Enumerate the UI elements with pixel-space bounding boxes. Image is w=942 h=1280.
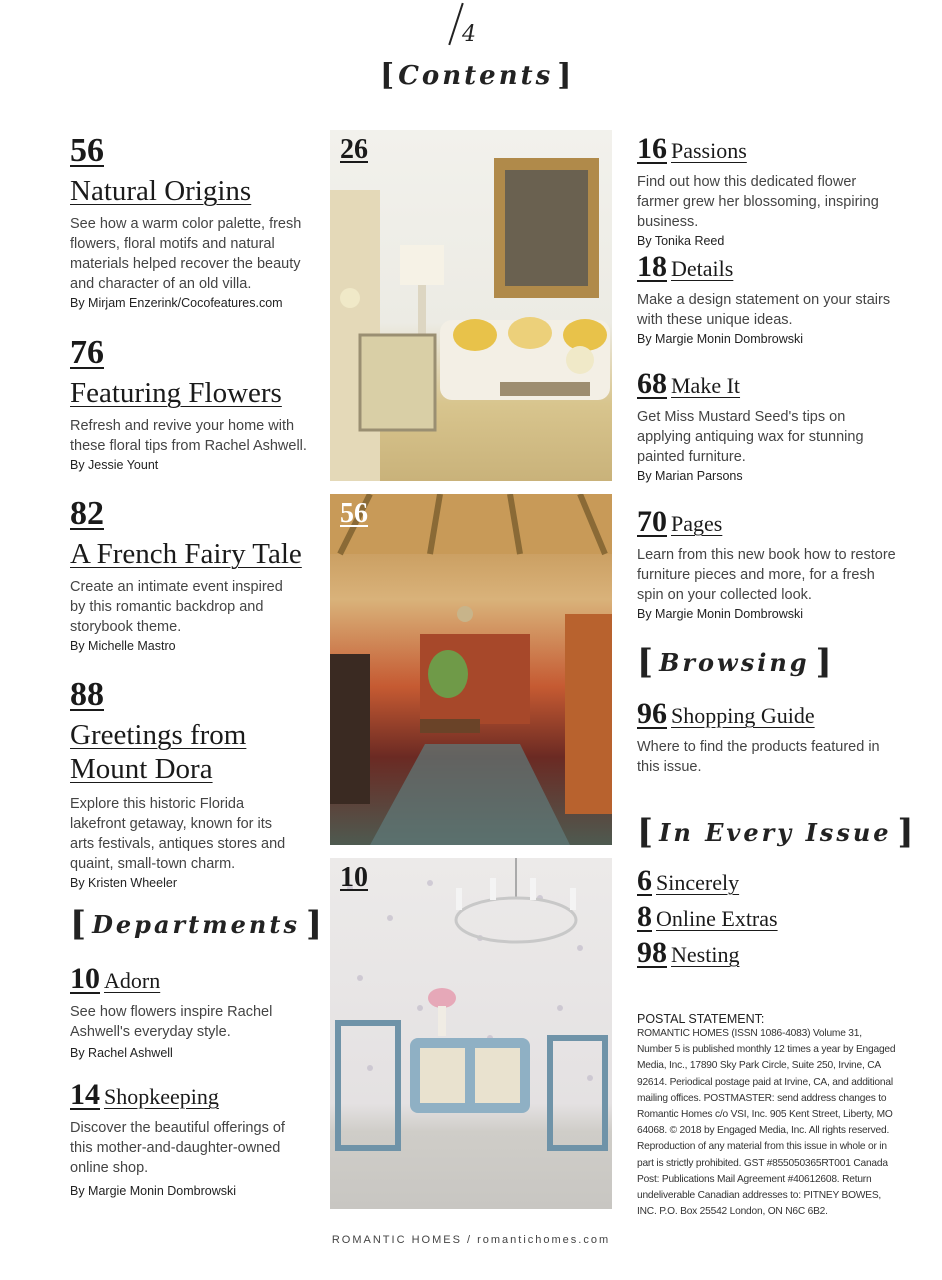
department-title[interactable]: Details: [671, 256, 734, 281]
living-room-illustration: [330, 130, 612, 481]
feature-page-number: 76: [70, 334, 104, 371]
department-page-number: 16: [637, 132, 667, 165]
every-issue-title: In Every Issue: [659, 817, 892, 847]
bracket-left: [: [70, 904, 87, 944]
kitchen-illustration: [330, 494, 612, 845]
department-description: Make a design statement on your stairs with these unique ideas.: [637, 292, 891, 328]
feature-title[interactable]: Greetings from Mount Dora: [70, 719, 247, 785]
postal-statement: [637, 1012, 897, 1220]
feature-description: Explore this historic Florida lakefront getaway, known for its arts festivals, antiques stores and quaint, small-town charm.: [70, 796, 286, 872]
every-issue-header: [637, 812, 914, 852]
department-heading[interactable]: [637, 250, 899, 284]
feature-article[interactable]: [70, 132, 310, 310]
department-page-number: 10: [70, 962, 100, 995]
department-title[interactable]: Pages: [671, 511, 723, 536]
feature-page-number: 82: [70, 495, 104, 532]
every-issue-title-link[interactable]: Nesting: [671, 942, 740, 967]
photo-page-number: 10: [340, 862, 368, 893]
bracket-left: [: [637, 812, 654, 852]
department-description: Find out how this dedicated flower farmer grew her blossoming, inspiring business.: [637, 174, 879, 230]
contents-header: [380, 58, 570, 93]
bracket-left: [: [637, 642, 654, 682]
photo-chandelier[interactable]: [330, 858, 612, 1209]
browsing-article[interactable]: [637, 697, 887, 777]
bracket-left: [: [380, 58, 395, 93]
every-issue-page-number: 6: [637, 864, 652, 897]
department-article[interactable]: [637, 132, 899, 248]
postal-heading: POSTAL STATEMENT:: [637, 1012, 765, 1026]
feature-title[interactable]: Featuring Flowers: [70, 377, 282, 409]
feature-byline: By Kristen Wheeler: [70, 876, 177, 890]
feature-byline: By Michelle Mastro: [70, 639, 176, 653]
feature-article[interactable]: [70, 334, 310, 472]
photo-page-number: 56: [340, 498, 368, 529]
browsing-description: Where to find the products featured in this issue.: [637, 739, 880, 775]
department-title[interactable]: Make It: [671, 373, 741, 398]
department-heading[interactable]: [637, 367, 877, 401]
department-heading[interactable]: [70, 962, 300, 996]
browsing-title: Browsing: [659, 647, 810, 677]
feature-byline: By Jessie Yount: [70, 458, 159, 472]
department-article[interactable]: [637, 250, 899, 346]
department-byline: By Tonika Reed: [637, 234, 725, 248]
bracket-right: ]: [305, 904, 323, 944]
every-issue-title-link[interactable]: Sincerely: [656, 870, 740, 895]
every-issue-item[interactable]: [637, 900, 887, 934]
bracket-right: ]: [897, 812, 914, 852]
contents-title: Contents: [398, 60, 554, 91]
browsing-heading[interactable]: [637, 697, 887, 731]
department-description: Learn from this new book how to restore furniture pieces and more, for a fresh spin on your collected look.: [637, 547, 896, 603]
department-article[interactable]: [70, 1078, 300, 1198]
department-byline: By Margie Monin Dombrowski: [637, 332, 804, 346]
department-description: Discover the beautiful offerings of this mother-and-daughter-owned online shop.: [70, 1120, 285, 1176]
department-page-number: 14: [70, 1078, 100, 1111]
department-heading[interactable]: [70, 1078, 300, 1112]
photo-kitchen[interactable]: [330, 494, 612, 845]
feature-title[interactable]: A French Fairy Tale: [70, 538, 302, 570]
department-page-number: 18: [637, 250, 667, 283]
department-heading[interactable]: [637, 132, 899, 166]
department-heading[interactable]: [637, 505, 899, 539]
department-title[interactable]: Passions: [671, 138, 747, 163]
feature-description: See how a warm color palette, fresh flowers, floral motifs and natural materials helped recover the beauty and character of an old villa.: [70, 216, 302, 292]
department-article[interactable]: [70, 962, 300, 1060]
department-byline: By Marian Parsons: [637, 469, 743, 483]
every-issue-page-number: 98: [637, 936, 667, 969]
photo-page-number: 26: [340, 134, 368, 165]
chandelier-illustration: [330, 858, 612, 1209]
feature-page-number: 88: [70, 676, 104, 713]
departments-header: [70, 904, 322, 944]
department-byline: By Margie Monin Dombrowski: [70, 1184, 237, 1198]
department-article[interactable]: [637, 367, 877, 483]
photo-living-room[interactable]: [330, 130, 612, 481]
feature-description: Create an intimate event inspired by this romantic backdrop and storybook theme.: [70, 579, 283, 635]
page-footer: ROMANTIC HOMES / romantichomes.com: [331, 1234, 611, 1246]
feature-byline: By Mirjam Enzerink/Cocofeatures.com: [70, 296, 283, 310]
postal-body: ROMANTIC HOMES (ISSN 1086-4083) Volume 31, Number 5 is published monthly 12 times a year by Engaged Media, Inc., 17890 Sky Park Circle, Suite 250, Irvine, CA 92614. Periodical postage paid at Irvine, CA, and additional mailing offices. POSTMASTER: send address changes to Romantic Homes c/o VSI, Inc. 905 Kent Street, Liberty, MO 64068. © 2018 by Engaged Media, Inc. All rights reserved. Reproduction of any material from this issue in whole or in part is strictly prohibited. GST #855050365RT001 Canada Post: Publications Mail Agreement #40612608. Return undeliverable Canadian addresses to: PITNEY BOWES, INC. P.O. Box 25542 London, ON N6C 6B2.: [637, 1028, 896, 1218]
every-issue-item[interactable]: [637, 864, 887, 898]
every-issue-page-number: 8: [637, 900, 652, 933]
every-issue-item[interactable]: [637, 936, 887, 970]
browsing-page-number: 96: [637, 697, 667, 730]
department-title[interactable]: Shopkeeping: [104, 1084, 219, 1109]
browsing-header: [637, 642, 832, 682]
department-byline: By Rachel Ashwell: [70, 1046, 173, 1060]
every-issue-title-link[interactable]: Online Extras: [656, 906, 778, 931]
feature-article[interactable]: [70, 676, 295, 890]
department-title[interactable]: Adorn: [104, 968, 161, 993]
department-description: Get Miss Mustard Seed's tips on applying antiquing wax for stunning painted furniture.: [637, 409, 864, 465]
feature-article[interactable]: [70, 495, 302, 653]
department-page-number: 68: [637, 367, 667, 400]
every-issue-list: [637, 864, 887, 970]
feature-description: Refresh and revive your home with these floral tips from Rachel Ashwell.: [70, 418, 307, 454]
department-article[interactable]: [637, 505, 899, 621]
bracket-right: ]: [557, 58, 572, 93]
department-description: See how flowers inspire Rachel Ashwell's everyday style.: [70, 1004, 273, 1040]
department-byline: By Margie Monin Dombrowski: [637, 607, 804, 621]
feature-page-number: 56: [70, 132, 104, 169]
browsing-title-link[interactable]: Shopping Guide: [671, 703, 815, 728]
feature-title[interactable]: Natural Origins: [70, 175, 252, 207]
bracket-right: ]: [815, 642, 832, 682]
department-page-number: 70: [637, 505, 667, 538]
page-number: 4: [462, 22, 476, 47]
departments-title: Departments: [92, 909, 300, 939]
